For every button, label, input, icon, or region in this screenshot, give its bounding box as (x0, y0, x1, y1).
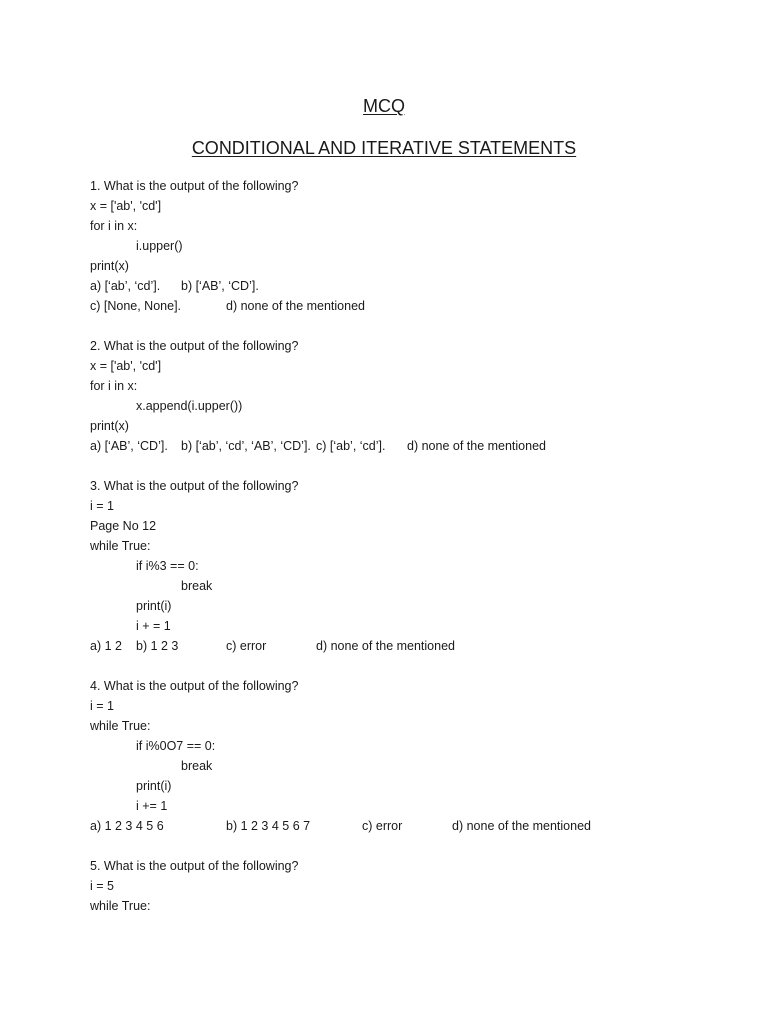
question-4-code-line: print(i) (136, 779, 172, 793)
question-2-code-line: x.append(i.upper()) (136, 399, 243, 413)
question-1-option-b: b) [‘AB’, ‘CD’]. (181, 279, 259, 293)
question-2-option-d: d) none of the mentioned (407, 439, 546, 453)
question-5-code-line: while True: (90, 899, 151, 913)
question-2-text: 2. What is the output of the following? (90, 339, 299, 353)
question-2-option-a: a) [‘AB’, ‘CD’]. (90, 439, 168, 453)
question-1-text: 1. What is the output of the following? (90, 179, 299, 193)
question-4-text: 4. What is the output of the following? (90, 679, 299, 693)
question-4-code-line: break (181, 759, 213, 773)
question-3-page-note: Page No 12 (90, 519, 157, 533)
question-1-code-line: print(x) (90, 259, 129, 273)
question-2-option-b: b) [‘ab’, ‘cd’, ‘AB’, ‘CD’]. (181, 439, 311, 453)
page-subtitle: CONDITIONAL AND ITERATIVE STATEMENTS (191, 138, 577, 158)
question-3-option-c: c) error (226, 639, 267, 653)
question-1-code-line: for i in x: (90, 219, 138, 233)
question-3-option-b: b) 1 2 3 (136, 639, 179, 653)
question-3-code-line: i = 1 (90, 499, 114, 513)
question-4-code-line: while True: (90, 719, 151, 733)
question-1-code-line: i.upper() (136, 239, 183, 253)
question-4-option-b: b) 1 2 3 4 5 6 7 (226, 819, 311, 833)
question-3-code-line: while True: (90, 539, 151, 553)
question-3-code-line: i + = 1 (136, 619, 171, 633)
question-4-code-line: if i%0O7 == 0: (136, 739, 216, 753)
question-2-code-line: for i in x: (90, 379, 138, 393)
question-2-code-line: print(x) (90, 419, 129, 433)
question-2-option-c: c) [‘ab’, ‘cd’]. (316, 439, 386, 453)
question-4-option-a: a) 1 2 3 4 5 6 (90, 819, 164, 833)
question-5-text: 5. What is the output of the following? (90, 859, 299, 873)
question-1-code-line: x = ['ab', 'cd'] (90, 199, 162, 213)
question-3-option-d: d) none of the mentioned (316, 639, 455, 653)
question-1-option-d: d) none of the mentioned (226, 299, 365, 313)
question-3-code-line: print(i) (136, 599, 172, 613)
question-3-text: 3. What is the output of the following? (90, 479, 299, 493)
question-3-code-line: break (181, 579, 213, 593)
question-5-code-line: i = 5 (90, 879, 114, 893)
question-3-option-a: a) 1 2 (90, 639, 122, 653)
question-4-option-c: c) error (362, 819, 403, 833)
question-4-code-line: i = 1 (90, 699, 114, 713)
question-4-code-line: i += 1 (136, 799, 168, 813)
question-1-option-c: c) [None, None]. (90, 299, 182, 313)
question-4-option-d: d) none of the mentioned (452, 819, 591, 833)
question-1-option-a: a) [‘ab’, ‘cd’]. (90, 279, 161, 293)
page-title: MCQ (363, 96, 405, 116)
question-2-code-line: x = ['ab', 'cd'] (90, 359, 162, 373)
question-3-code-line: if i%3 == 0: (136, 559, 199, 573)
